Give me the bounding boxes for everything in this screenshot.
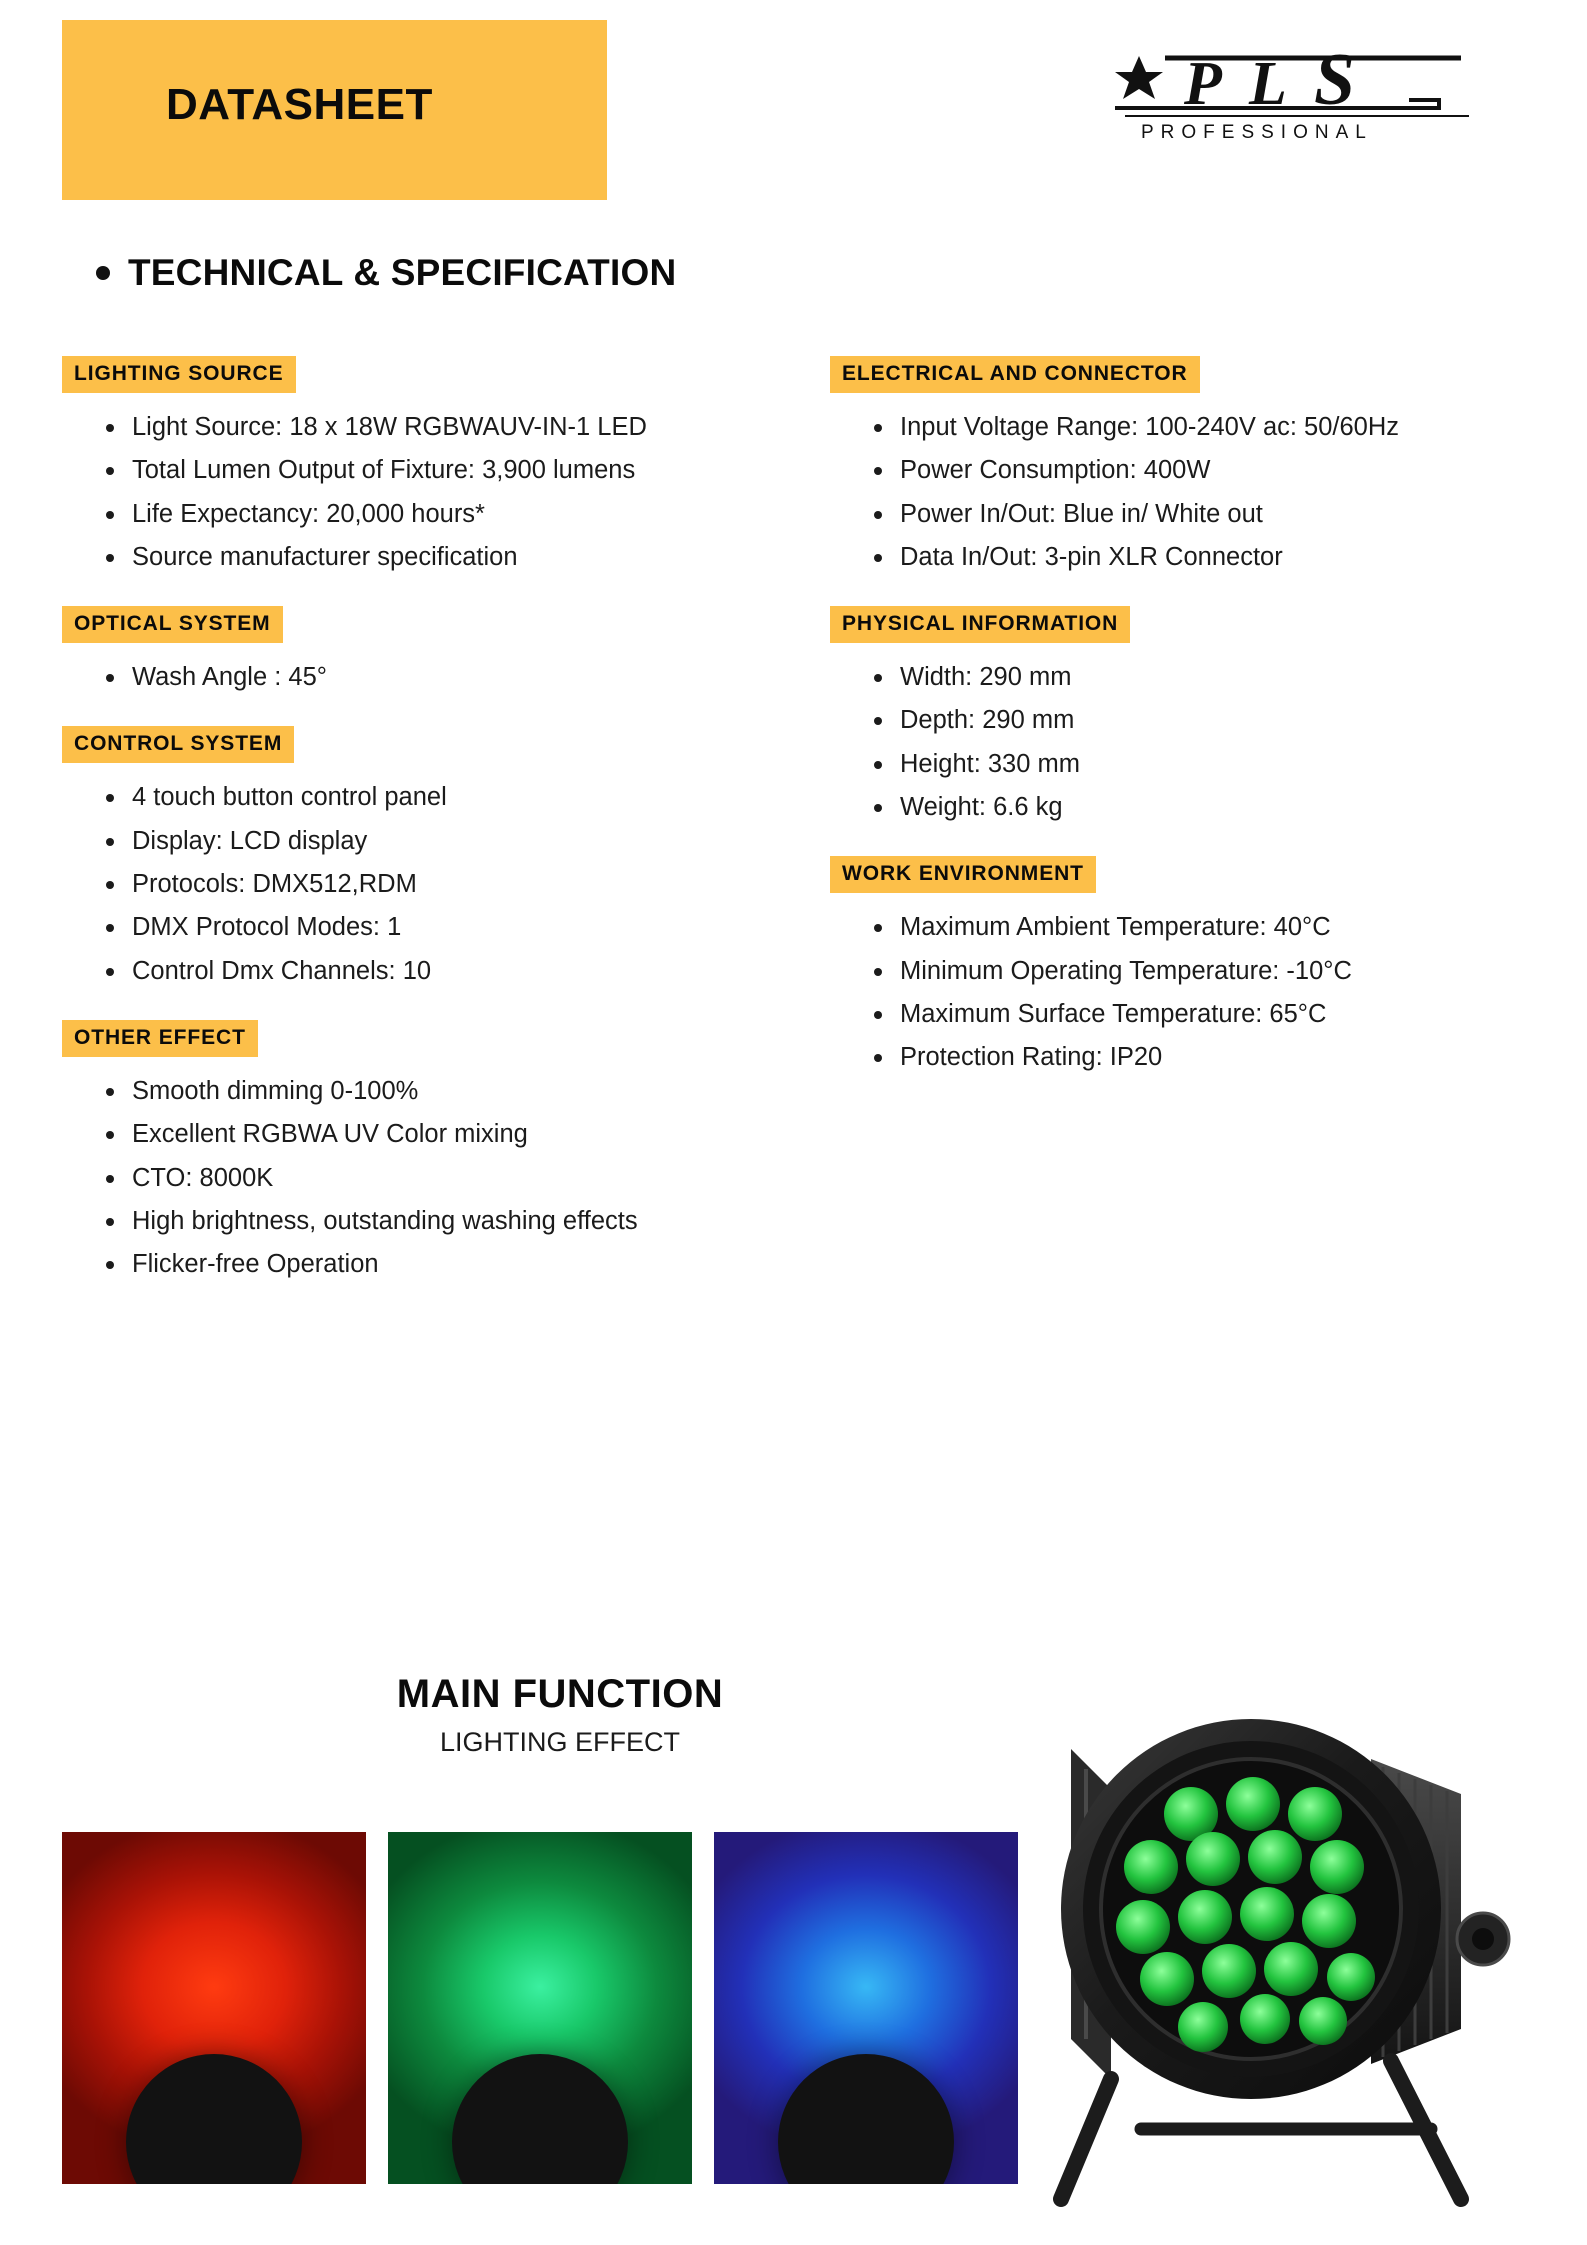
list-item: Smooth dimming 0-100% [106, 1071, 822, 1112]
list-item: Source manufacturer specification [106, 537, 822, 578]
spec-block-other-effect [62, 1020, 822, 1285]
spec-block-lighting-source [62, 356, 822, 578]
spec-heading: OPTICAL SYSTEM [62, 606, 283, 643]
spec-heading: CONTROL SYSTEM [62, 726, 294, 763]
spec-heading: ELECTRICAL AND CONNECTOR [830, 356, 1200, 393]
spec-heading: PHYSICAL INFORMATION [830, 606, 1130, 643]
spec-list [62, 777, 822, 991]
list-item: Excellent RGBWA UV Color mixing [106, 1114, 822, 1155]
list-item: Protection Rating: IP20 [874, 1037, 1570, 1078]
spec-block-electrical-connector [830, 356, 1570, 578]
list-item: Minimum Operating Temperature: -10°C [874, 951, 1570, 992]
list-item: Wash Angle : 45° [106, 657, 822, 698]
list-item: Maximum Surface Temperature: 65°C [874, 994, 1570, 1035]
fixture-silhouette [126, 2054, 302, 2184]
list-item: CTO: 8000K [106, 1158, 822, 1199]
lighting-effect-gallery [62, 1832, 1018, 2184]
fixture-silhouette [452, 2054, 628, 2184]
list-item: Power Consumption: 400W [874, 450, 1570, 491]
bullet-icon [96, 266, 110, 280]
svg-text:P: P [1184, 50, 1222, 118]
list-item: Light Source: 18 x 18W RGBWAUV-IN-1 LED [106, 407, 822, 448]
list-item: Total Lumen Output of Fixture: 3,900 lumens [106, 450, 822, 491]
list-item: High brightness, outstanding washing effects [106, 1201, 822, 1242]
list-item: Control Dmx Channels: 10 [106, 951, 822, 992]
spec-list [830, 657, 1570, 828]
datasheet-title: DATASHEET [166, 80, 433, 129]
list-item: Flicker-free Operation [106, 1244, 822, 1285]
right-column [830, 356, 1570, 1107]
spec-list [830, 907, 1570, 1078]
list-item: Maximum Ambient Temperature: 40°C [874, 907, 1570, 948]
main-function-block [180, 1672, 940, 1758]
spec-block-physical-information [830, 606, 1570, 828]
product-photo [991, 1609, 1551, 2209]
effect-swatch-green [388, 1832, 692, 2184]
list-item: Display: LCD display [106, 821, 822, 862]
list-item: Power In/Out: Blue in/ White out [874, 494, 1570, 535]
svg-text:S: S [1314, 39, 1356, 121]
svg-text:PROFESSIONAL: PROFESSIONAL [1141, 122, 1373, 143]
list-item: Data In/Out: 3-pin XLR Connector [874, 537, 1570, 578]
page-header [0, 0, 1587, 210]
list-item: Input Voltage Range: 100-240V ac: 50/60Hz [874, 407, 1570, 448]
spec-heading: LIGHTING SOURCE [62, 356, 296, 393]
main-function-subtitle: LIGHTING EFFECT [439, 1727, 680, 1757]
spec-list [62, 1071, 822, 1285]
list-item: Life Expectancy: 20,000 hours* [106, 494, 822, 535]
spec-list [62, 657, 822, 698]
list-item: 4 touch button control panel [106, 777, 822, 818]
main-function-title: MAIN FUNCTION [396, 1672, 724, 1716]
list-item: Protocols: DMX512,RDM [106, 864, 822, 905]
list-item: Weight: 6.6 kg [874, 787, 1570, 828]
list-item: Depth: 290 mm [874, 700, 1570, 741]
section-title-row [96, 252, 676, 294]
effect-swatch-red [62, 1832, 366, 2184]
pls-logo [1109, 38, 1509, 148]
svg-text:L: L [1249, 50, 1287, 118]
spec-block-work-environment [830, 856, 1570, 1078]
list-item: DMX Protocol Modes: 1 [106, 907, 822, 948]
effect-swatch-blue [714, 1832, 1018, 2184]
spec-list [830, 407, 1570, 578]
fixture-silhouette [778, 2054, 954, 2184]
list-item: Height: 330 mm [874, 744, 1570, 785]
spec-block-control-system [62, 726, 822, 991]
spec-heading: OTHER EFFECT [62, 1020, 258, 1057]
section-title: TECHNICAL & SPECIFICATION [128, 252, 677, 293]
left-column [62, 356, 822, 1313]
spec-heading: WORK ENVIRONMENT [830, 856, 1096, 893]
list-item: Width: 290 mm [874, 657, 1570, 698]
spec-list [62, 407, 822, 578]
spec-block-optical-system [62, 606, 822, 698]
